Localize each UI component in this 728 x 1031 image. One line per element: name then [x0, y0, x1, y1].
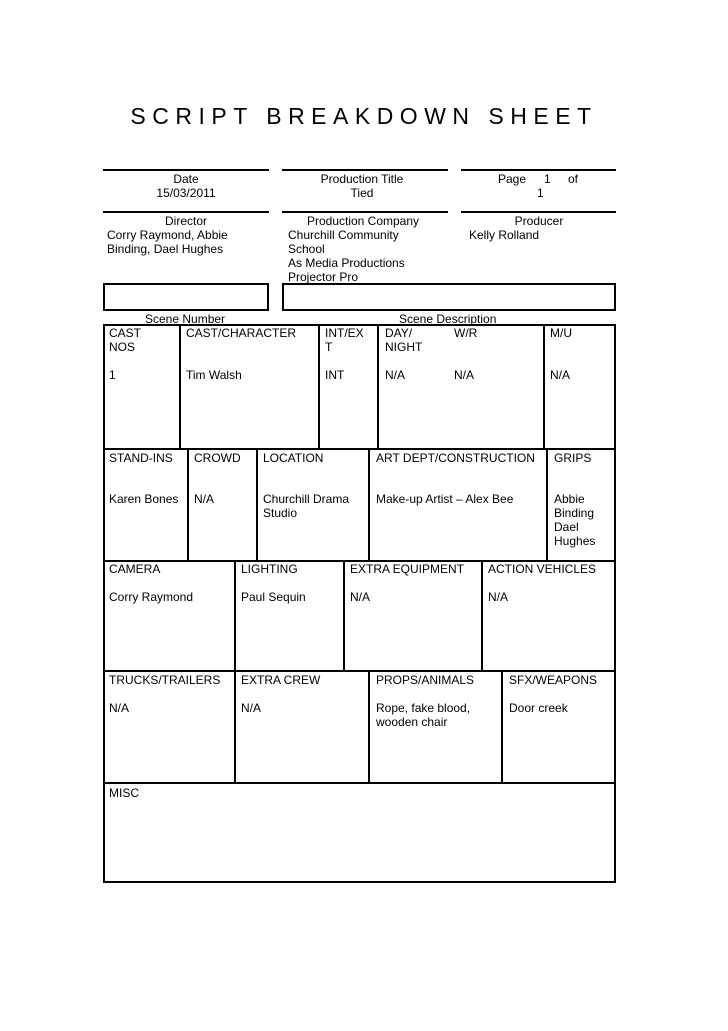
scene-description-box[interactable] [282, 283, 616, 311]
row4-divider [234, 670, 236, 782]
row4-divider [368, 670, 370, 782]
producer-rule [461, 211, 616, 213]
cast-character-label: CAST/CHARACTER [186, 326, 297, 340]
props-animals-label: PROPS/ANIMALS [376, 673, 475, 687]
company-rule [282, 211, 448, 213]
row3-divider [234, 560, 236, 670]
stand-ins-label: STAND-INS [109, 451, 173, 465]
company-value-line3[interactable]: As Media Productions [288, 256, 405, 270]
row3-divider [343, 560, 345, 670]
trucks-trailers-value[interactable]: N/A [109, 701, 130, 715]
lighting-value[interactable]: Paul Sequin [241, 590, 306, 604]
trucks-trailers-label: TRUCKS/TRAILERS [109, 673, 221, 687]
day-night-label-line1: DAY/ [385, 326, 413, 340]
misc-field[interactable] [105, 800, 614, 881]
mu-value[interactable]: N/A [550, 368, 571, 382]
row1-divider [377, 324, 379, 448]
row2-divider [368, 448, 370, 560]
lighting-label: LIGHTING [241, 562, 298, 576]
sfx-weapons-label: SFX/WEAPONS [509, 673, 598, 687]
page-of-label: of [568, 172, 579, 186]
grips-label: GRIPS [554, 451, 592, 465]
art-dept-value[interactable]: Make-up Artist – Alex Bee [376, 492, 514, 506]
crowd-value[interactable]: N/A [194, 492, 215, 506]
extra-crew-value[interactable]: N/A [241, 701, 262, 715]
page-number[interactable]: 1 [544, 172, 551, 186]
company-value-line2[interactable]: School [288, 242, 325, 256]
row1-divider [179, 324, 181, 448]
int-ext-label-line2: T [325, 340, 333, 354]
action-vehicles-value[interactable]: N/A [488, 590, 509, 604]
cast-nos-label-line1: CAST [109, 326, 142, 340]
production-title-rule [282, 169, 448, 171]
grips-value-line4[interactable]: Hughes [554, 534, 596, 548]
int-ext-value[interactable]: INT [325, 368, 345, 382]
grips-value-line1[interactable]: Abbie [554, 492, 585, 506]
location-value-line1[interactable]: Churchill Drama [263, 492, 350, 506]
day-night-value[interactable]: N/A [385, 368, 406, 382]
scene-number-label: Scene Number [145, 312, 226, 326]
scene-number-box[interactable] [103, 283, 269, 311]
location-value-line2[interactable]: Studio [263, 506, 298, 520]
cast-nos-value[interactable]: 1 [109, 368, 116, 382]
misc-label: MISC [109, 786, 139, 800]
row-divider-1 [103, 448, 616, 450]
wr-value[interactable]: N/A [454, 368, 475, 382]
row-divider-4 [103, 782, 616, 784]
sfx-weapons-value[interactable]: Door creek [509, 701, 568, 715]
location-label: LOCATION [263, 451, 324, 465]
production-title-label: Production Title [320, 172, 404, 186]
day-night-label-line2: NIGHT [385, 340, 423, 354]
company-label: Production Company [306, 214, 420, 228]
extra-equipment-label: EXTRA EQUIPMENT [350, 562, 465, 576]
page-total[interactable]: 1 [537, 186, 544, 200]
director-label: Director [164, 214, 207, 228]
camera-value[interactable]: Corry Raymond [109, 590, 194, 604]
extra-equipment-value[interactable]: N/A [350, 590, 371, 604]
company-value-line4[interactable]: Projector Pro [288, 270, 359, 284]
page-label: Page [498, 172, 527, 186]
date-rule [103, 169, 269, 171]
mu-label: M/U [550, 326, 572, 340]
production-title-value[interactable]: Tied [350, 186, 374, 200]
director-value-line1[interactable]: Corry Raymond, Abbie [107, 228, 228, 242]
props-animals-value-line1[interactable]: Rope, fake blood, [376, 701, 471, 715]
scene-description-label: Scene Description [399, 312, 497, 326]
grips-value-line3[interactable]: Dael [554, 520, 579, 534]
row4-divider [501, 670, 503, 782]
row-divider-3 [103, 670, 616, 672]
company-value-line1[interactable]: Churchill Community [288, 228, 399, 242]
int-ext-label-line1: INT/EX [325, 326, 364, 340]
camera-label: CAMERA [109, 562, 161, 576]
props-animals-value-line2[interactable]: wooden chair [376, 715, 448, 729]
row1-divider [543, 324, 545, 448]
director-rule [103, 211, 269, 213]
director-value-line2[interactable]: Binding, Dael Hughes [107, 242, 224, 256]
extra-crew-label: EXTRA CREW [241, 673, 321, 687]
producer-value[interactable]: Kelly Rolland [469, 228, 540, 242]
row2-divider [187, 448, 189, 560]
date-label: Date [173, 172, 199, 186]
row1-divider [318, 324, 320, 448]
cast-character-value[interactable]: Tim Walsh [186, 368, 242, 382]
wr-label: W/R [454, 326, 478, 340]
page-rule [461, 169, 616, 171]
producer-label: Producer [514, 214, 564, 228]
row2-divider [256, 448, 258, 560]
art-dept-label: ART DEPT/CONSTRUCTION [376, 451, 535, 465]
action-vehicles-label: ACTION VEHICLES [488, 562, 597, 576]
crowd-label: CROWD [194, 451, 241, 465]
grips-value-line2[interactable]: Binding [554, 506, 595, 520]
row2-divider [546, 448, 548, 560]
stand-ins-value[interactable]: Karen Bones [109, 492, 179, 506]
cast-nos-label-line2: NOS [109, 340, 136, 354]
page-title: SCRIPT BREAKDOWN SHEET [130, 103, 598, 129]
row3-divider [481, 560, 483, 670]
date-value[interactable]: 15/03/2011 [156, 186, 216, 200]
